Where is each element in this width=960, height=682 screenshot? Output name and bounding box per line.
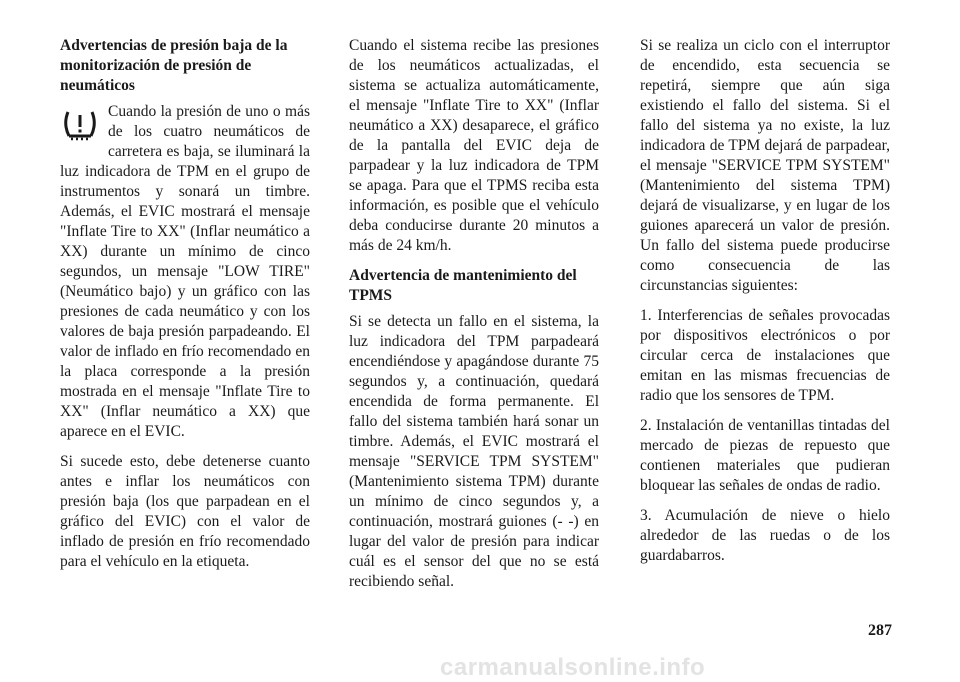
section-heading-maintenance: Advertencia de mantenimiento del TPMS <box>349 267 577 304</box>
paragraph: Si se realiza un ciclo con el interruptor de encendido, esta secuencia se repetirá, siempre que aún siga existiendo el fallo del sistema. Si el fallo del sistema ya no existe, la luz indicadora de TPM dejará de parpadear, el mensaje "SERVICE TPM SYSTEM" (Mantenimiento del sistema TPM) dejará de visualizarse, y en lugar de los guiones aparecerá un valor de presión. Un fallo del sistema puede producirse como consecuencia de las circunstancias siguientes: <box>640 37 890 294</box>
warning-paragraph: Cuando la presión de uno o más de los cuatro neumáticos de carretera es baja, se iluminará la luz indicadora de TPM en el grupo de instrumentos y sonará un timbre. Además, el EVIC mostrará el mensaje "Inflate Tire to XX" (Inflar neumático a XX) durante un mínimo de cinco segundos, un mensaje "LOW TIRE" (Neumático bajo) y un gráfico con las presiones de cada neumático y con los valores de baja presión parpadeando. El valor de inflado en frío recomendado en la placa corresponde a la presión mostrada en el mensaje "Inflate Tire to XX" (Inflar neumático a XX) que aparece en el EVIC. <box>60 103 310 440</box>
paragraph: Si sucede esto, debe detenerse cuanto antes e inflar los neumáticos con presión baja (los que parpadean en el gráfico del EVIC) con el valor de inflado de presión en frío recomendado para el vehículo en la etiqueta. <box>60 453 310 570</box>
warning-block <box>60 102 310 442</box>
list-item: 3. Acumulación de nieve o hielo alrededor de las ruedas o de los guardabarros. <box>640 507 890 564</box>
list-item: 2. Instalación de ventanillas tintadas del mercado de piezas de repuesto que contienen materiales que pudieran bloquear las señales de ondas de radio. <box>640 417 890 494</box>
watermark: carmanualsonline.info <box>440 654 706 681</box>
column-left <box>60 36 310 582</box>
column-right <box>640 36 890 576</box>
column-middle <box>349 36 599 602</box>
page-number: 287 <box>868 622 892 639</box>
paragraph: Cuando el sistema recibe las presiones de los neumáticos actualizadas, el sistema se actualiza automáticamente, el mensaje "Inflate Tire to XX" (Inflar neumático a XX) desaparece, el gráfico de la pantalla del EVIC deja de parpadear y la luz indicadora de TPM se apaga. Para que el TPMS reciba esta información, es posible que el vehículo deba conducirse durante 20 minutos a más de 24 km/h. <box>349 37 599 254</box>
tire-pressure-warning-icon <box>60 104 100 144</box>
section-heading-low-pressure: Advertencias de presión baja de la monitorización de presión de neumáticos <box>60 37 288 94</box>
list-item: 1. Interferencias de señales provocadas por dispositivos electrónicos o por circular cerca de instalaciones que emitan en las mismas frecuencias de radio que los sensores de TPM. <box>640 307 890 404</box>
paragraph: Si se detecta un fallo en el sistema, la luz indicadora del TPM parpadeará encendiéndose y apagándose durante 75 segundos y, a continuación, quedará encendida de forma permanente. El fallo del sistema también hará sonar un timbre. Además, el EVIC mostrará el mensaje "SERVICE TPM SYSTEM" (Mantenimiento sistema TPM) durante un mínimo de cinco segundos y, a continuación, mostrará guiones (- -) en lugar del valor de presión para indicar cuál es el sensor del que no se está recibiendo señal. <box>349 313 599 590</box>
